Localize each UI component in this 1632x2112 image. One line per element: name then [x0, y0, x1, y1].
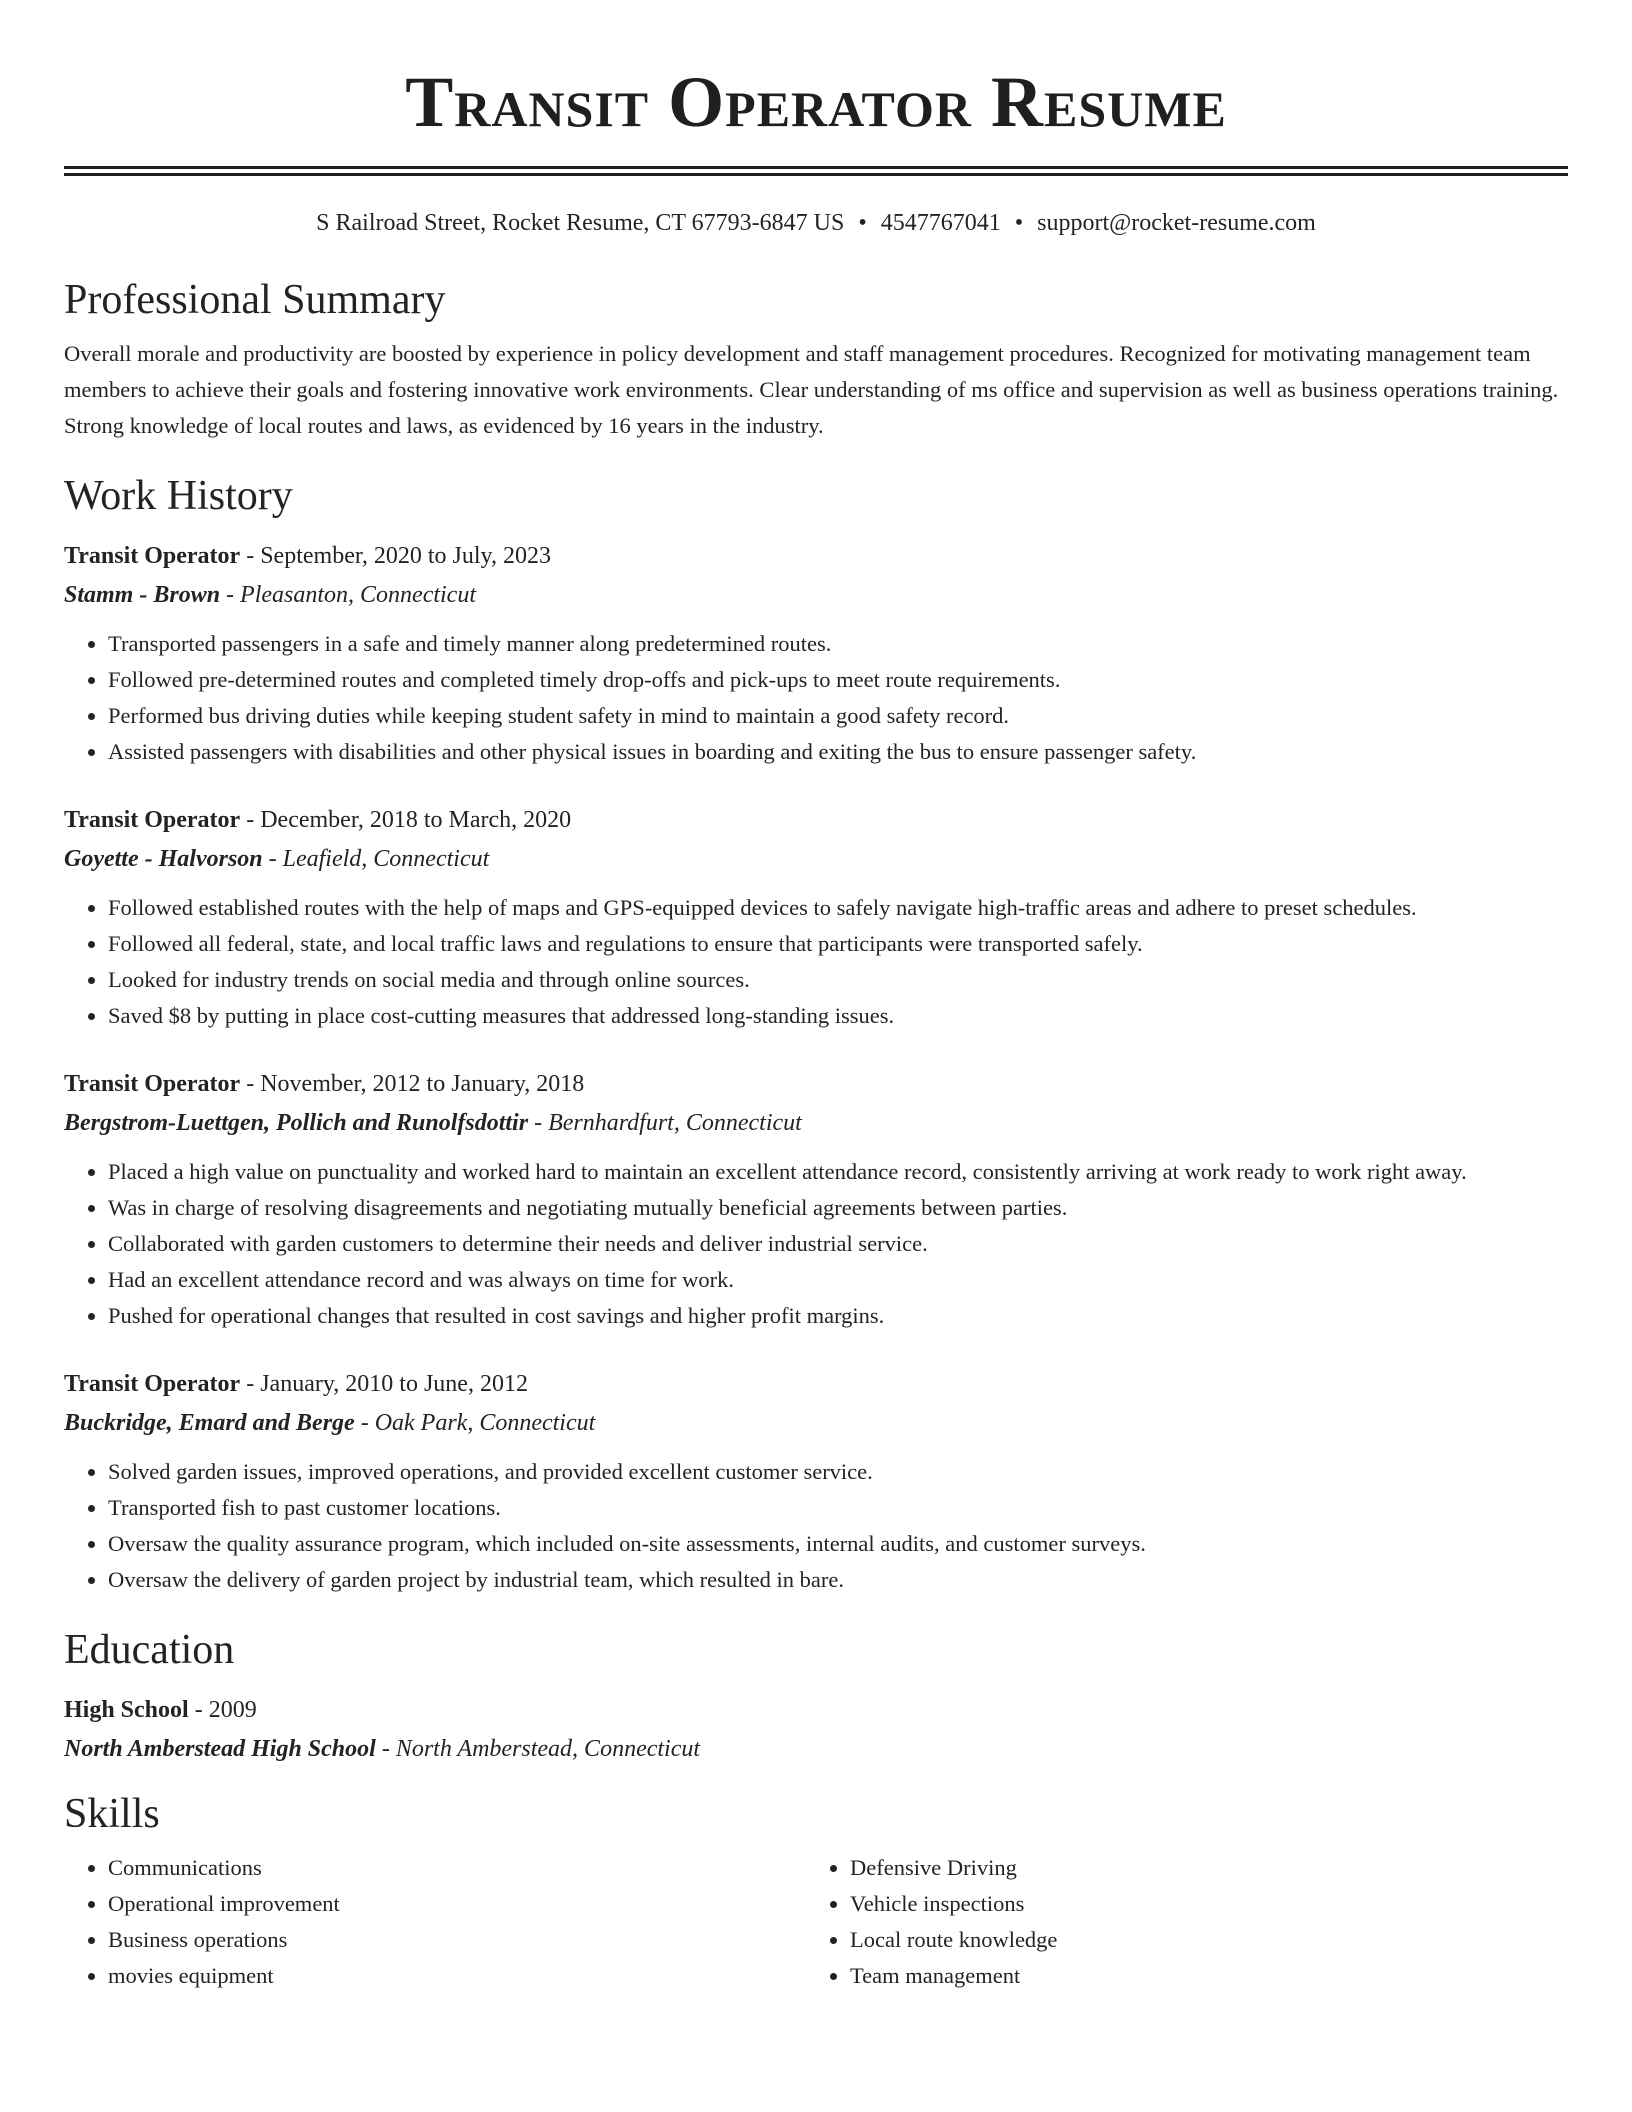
resume-title: Transit Operator Resume: [405, 62, 1227, 142]
job-company: Bergstrom-Luettgen, Pollich and Runolfsdottir: [64, 1110, 529, 1136]
job-entry: [64, 800, 1568, 1034]
job-company-line: Bergstrom-Luettgen, Pollich and Runolfsdottir - Bernhardfurt, Connecticut: [64, 1110, 802, 1136]
job-bullets: [64, 1454, 1568, 1598]
contact-address: S Railroad Street, Rocket Resume, CT 67793-6847 US: [316, 210, 845, 236]
job-location: Oak Park, Connecticut: [374, 1410, 596, 1436]
job-bullet: • Performed bus driving duties while keeping student safety in mind to maintain a good safety record.: [108, 698, 1568, 734]
job-title-line: Transit Operator - September, 2020 to July, 2023: [64, 543, 551, 569]
skills-column-right: [806, 1850, 1548, 1994]
job-bullet: • Looked for industry trends on social media and through online sources.: [108, 962, 1568, 998]
job-title: Transit Operator: [64, 807, 241, 833]
job-bullet: • Transported passengers in a safe and timely manner along predetermined routes.: [108, 626, 1568, 662]
education-school-line: North Amberstead High School - North Amberstead, Connecticut: [64, 1736, 701, 1762]
job-bullets: [64, 890, 1568, 1034]
job-title-line: Transit Operator - December, 2018 to March, 2020: [64, 807, 572, 833]
job-dates: September, 2020 to July, 2023: [260, 543, 551, 569]
contact-separator: •: [1014, 210, 1024, 236]
job-location: Bernhardfurt, Connecticut: [548, 1110, 802, 1136]
skill-item: • movies equipment: [108, 1958, 806, 1994]
title-divider: [64, 166, 1568, 176]
job-bullet: • Saved $8 by putting in place cost-cutting measures that addressed long-standing issues.: [108, 998, 1568, 1034]
contact-email: support@rocket-resume.com: [1037, 210, 1316, 236]
summary-text: Overall morale and productivity are boosted by experience in policy development and staff management procedures. Recognized for motivating management team members to achieve their goals and fostering innovative work environments. Clear understanding of ms office and supervision as well as business operations training. Strong knowledge of local routes and laws, as evidenced by 16 years in the industry.: [64, 341, 1559, 438]
job-bullet: • Solved garden issues, improved operations, and provided excellent customer service.: [108, 1454, 1568, 1490]
job-company-line: Stamm - Brown - Pleasanton, Connecticut: [64, 582, 477, 608]
job-company: Buckridge, Emard and Berge: [64, 1410, 355, 1436]
job-company: Stamm - Brown: [64, 582, 221, 608]
job-bullet: • Placed a high value on punctuality and worked hard to maintain an excellent attendance record, consistently arriving at work ready to work right away.: [108, 1154, 1568, 1190]
resume-page: [64, 0, 1568, 1994]
skills-column-left: [64, 1850, 806, 1994]
contact-phone: 4547767041: [880, 210, 1001, 236]
job-location: Pleasanton, Connecticut: [240, 582, 477, 608]
contact-separator: •: [858, 210, 867, 236]
job-entry: [64, 1364, 1568, 1598]
job-title-line: Transit Operator - November, 2012 to January, 2018: [64, 1071, 585, 1097]
skill-item: • Business operations: [108, 1922, 806, 1958]
education-location: North Amberstead, Connecticut: [395, 1736, 701, 1762]
skill-item: • Communications: [108, 1850, 806, 1886]
job-company: Goyette - Halvorson: [64, 846, 263, 872]
job-entry: [64, 536, 1568, 770]
job-bullet: • Was in charge of resolving disagreements and negotiating mutually beneficial agreements between parties.: [108, 1190, 1568, 1226]
job-dates: December, 2018 to March, 2020: [260, 807, 572, 833]
skill-item: • Defensive Driving: [850, 1850, 1548, 1886]
skill-item: • Local route knowledge: [850, 1922, 1548, 1958]
contact-line: [64, 206, 1568, 240]
skills-heading: Skills: [64, 1791, 160, 1837]
education-degree-line: High School - 2009: [64, 1697, 257, 1723]
job-bullet: • Transported fish to past customer locations.: [108, 1490, 1568, 1526]
job-title: Transit Operator: [64, 543, 241, 569]
job-bullet: • Pushed for operational changes that resulted in cost savings and higher profit margins.: [108, 1298, 1568, 1334]
education-year: 2009: [208, 1697, 257, 1723]
job-bullet: • Followed pre-determined routes and completed timely drop-offs and pick-ups to meet route requirements.: [108, 662, 1568, 698]
job-dates: January, 2010 to June, 2012: [260, 1371, 528, 1397]
job-bullet: • Assisted passengers with disabilities and other physical issues in boarding and exiting the bus to ensure passenger safety.: [108, 734, 1568, 770]
education-heading: Education: [64, 1627, 235, 1673]
job-title: Transit Operator: [64, 1371, 241, 1397]
job-dates: November, 2012 to January, 2018: [260, 1071, 585, 1097]
job-title-line: Transit Operator - January, 2010 to June, 2012: [64, 1371, 528, 1397]
education-entry: [64, 1690, 1568, 1768]
skill-item: • Vehicle inspections: [850, 1886, 1548, 1922]
education-degree: High School: [64, 1697, 189, 1723]
summary-heading: Professional Summary: [64, 277, 446, 323]
job-company-line: Goyette - Halvorson - Leafield, Connecticut: [64, 846, 490, 872]
job-title: Transit Operator: [64, 1071, 241, 1097]
work-history-heading: Work History: [64, 473, 293, 519]
job-entry: [64, 1064, 1568, 1334]
job-location: Leafield, Connecticut: [282, 846, 490, 872]
job-bullet: • Oversaw the delivery of garden project by industrial team, which resulted in bare.: [108, 1562, 1568, 1598]
job-bullet: • Followed all federal, state, and local traffic laws and regulations to ensure that participants were transported safely.: [108, 926, 1568, 962]
job-bullet: • Had an excellent attendance record and was always on time for work.: [108, 1262, 1568, 1298]
job-bullets: [64, 1154, 1568, 1334]
job-bullets: [64, 626, 1568, 770]
job-bullet: • Collaborated with garden customers to determine their needs and deliver industrial service.: [108, 1226, 1568, 1262]
job-bullet: • Followed established routes with the help of maps and GPS-equipped devices to safely navigate high-traffic areas and adhere to preset schedules.: [108, 890, 1568, 926]
skills-list: [64, 1850, 1568, 1994]
job-company-line: Buckridge, Emard and Berge - Oak Park, Connecticut: [64, 1410, 596, 1436]
job-bullet: • Oversaw the quality assurance program, which included on-site assessments, internal audits, and customer surveys.: [108, 1526, 1568, 1562]
skill-item: • Operational improvement: [108, 1886, 806, 1922]
skill-item: • Team management: [850, 1958, 1548, 1994]
education-school: North Amberstead High School: [64, 1736, 376, 1762]
